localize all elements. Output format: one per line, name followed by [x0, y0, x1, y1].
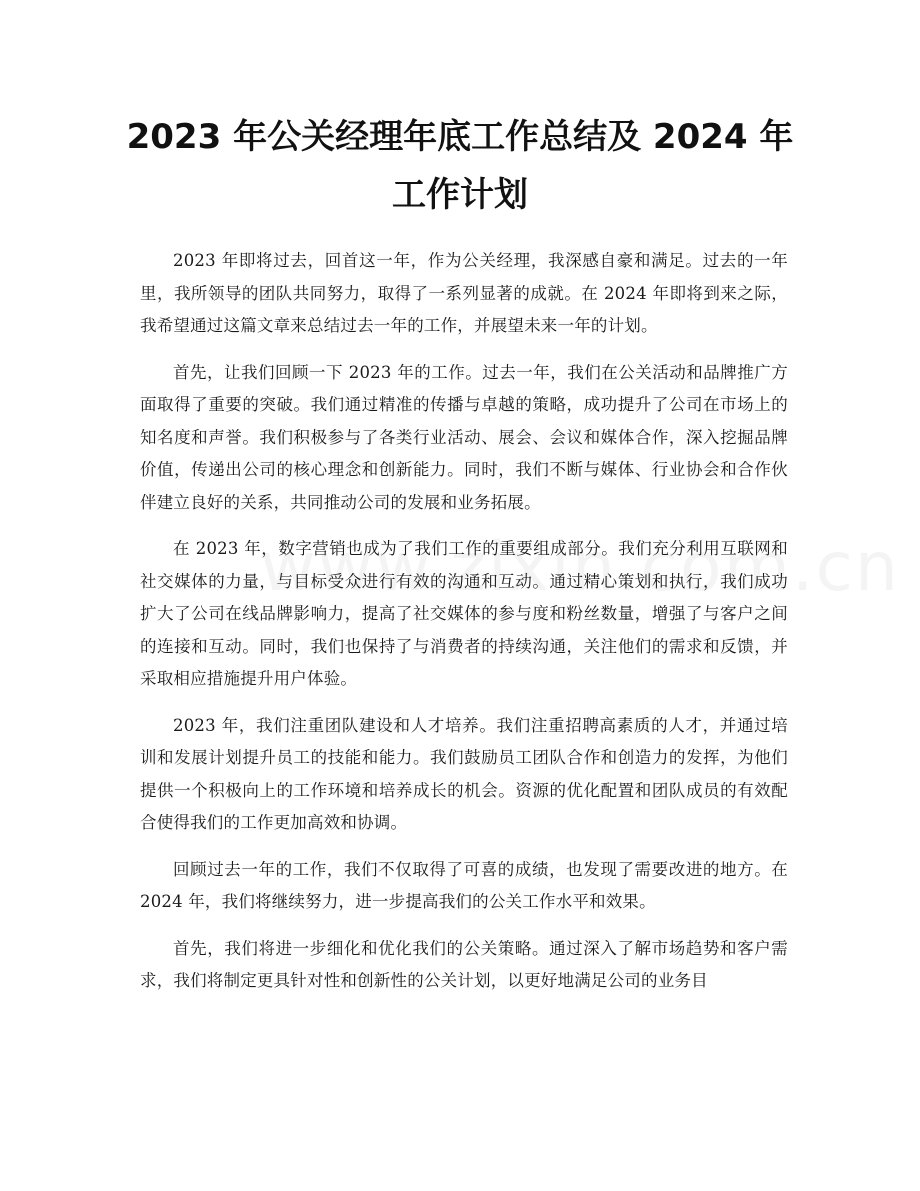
paragraph-3: 在 2023 年，数字营销也成为了我们工作的重要组成部分。我们充分利用互联网和社交媒体的力量，与目标受众进行有效的沟通和互动。通过精心策划和执行，我们成功扩大了公司在线品牌影响力，提高了社交媒体的参与度和粉丝数量，增强了与客户之间的连接和互动。同时，我们也保持了与消费者的持续沟通，关注他们的需求和反馈，并采取相应措施提升用户体验。: [140, 539, 788, 688]
document-title: 2023 年公关经理年底工作总结及 2024 年工作计划: [126, 117, 794, 215]
paragraph-5: 回顾过去一年的工作，我们不仅取得了可喜的成绩，也发现了需要改进的地方。在 2024 年，我们将继续努力，进一步提高我们的公关工作水平和效果。: [140, 859, 788, 911]
paragraph-2: 首先，让我们回顾一下 2023 年的工作。过去一年，我们在公关活动和品牌推广方面取得了重要的突破。我们通过精准的传播与卓越的策略，成功提升了公司在市场上的知名度和声誉。我们积极参与了各类行业活动、展会、会议和媒体合作，深入挖掘品牌价值，传递出公司的核心理念和创新能力。同时，我们不断与媒体、行业协会和合作伙伴建立良好的关系，共同推动公司的发展和业务拓展。: [140, 362, 788, 512]
paragraph-4: 2023 年，我们注重团队建设和人才培养。我们注重招聘高素质的人才，并通过培训和发展计划提升员工的技能和能力。我们鼓励员工团队合作和创造力的发挥，为他们提供一个积极向上的工作环境和培养成长的机会。资源的优化配置和团队成员的有效配合使得我们的工作更加高效和协调。: [140, 715, 788, 832]
document-body: [140, 245, 788, 1012]
paragraph-1: 2023 年即将过去，回首这一年，作为公关经理，我深感自豪和满足。过去的一年里，我所领导的团队共同努力，取得了一系列显著的成就。在 2024 年即将到来之际，我希望通过这篇文章来总结过去一年的工作，并展望未来一年的计划。: [140, 251, 788, 335]
paragraph-6: 首先，我们将进一步细化和优化我们的公关策略。通过深入了解市场趋势和客户需求，我们将制定更具针对性和创新性的公关计划，以更好地满足公司的业务目: [140, 938, 788, 990]
